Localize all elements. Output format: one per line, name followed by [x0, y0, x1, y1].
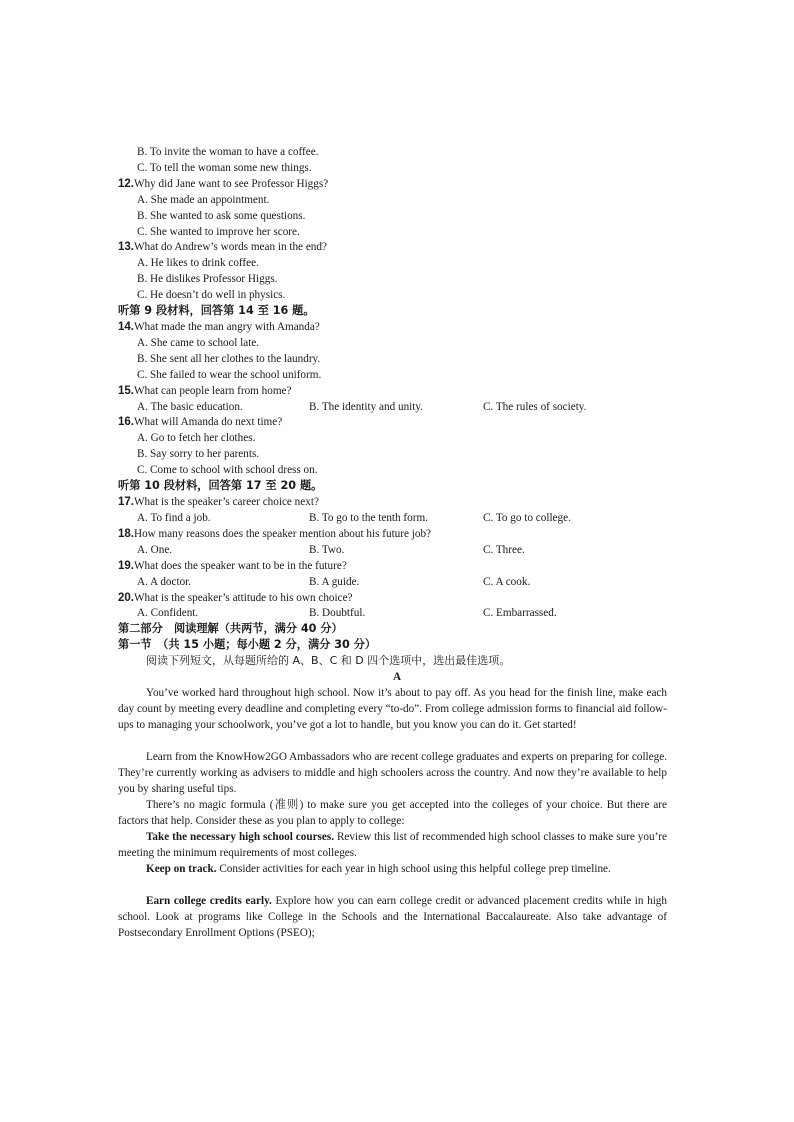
q14-option-c: C. She failed to wear the school uniform.: [137, 369, 322, 381]
q15-option-b: B. The identity and unity.: [309, 401, 424, 413]
section-10-heading: 听第 10 段材料，回答第 17 至 20 题。: [118, 479, 323, 492]
q19-option-a: A. A doctor.: [137, 576, 192, 588]
tip-text: Explore how you can earn college credit or advanced placement credits while in high school. Look at programs like College in the Schools and the International Baccalaureate. Also take advantage of Postsecondary Enrollment Options (PSEO);: [118, 895, 667, 939]
passage-paragraph-1: You’ve worked hard throughout high school. Now it’s about to pay off. As you head for the finish line, make each day count by meeting every deadline and completing every “to-do”. From college admission forms to financial aid follow-ups to managing your schoolwork, you’ve got a lot to handle, but you know you can do it. Get started!: [118, 687, 667, 731]
q13-option-b: B. He dislikes Professor Higgs.: [137, 273, 278, 285]
q12-option-c: C. She wanted to improve her score.: [137, 226, 300, 238]
part-2-heading: 第二部分 阅读理解（共两节，满分 40 分）: [118, 622, 343, 635]
question-number: 14.: [118, 321, 134, 333]
question-14: [118, 319, 320, 335]
passage-label: A: [392, 671, 402, 683]
tip-heading: Keep on track.: [146, 863, 217, 875]
question-16: [118, 414, 282, 430]
passage-paragraph-4: [118, 829, 667, 861]
question-number: 17.: [118, 496, 134, 508]
q20-option-b: B. Doubtful.: [309, 607, 366, 619]
q16-option-c: C. Come to school with school dress on.: [137, 464, 318, 476]
question-13: [118, 239, 327, 255]
tip-text: Consider activities for each year in high school using this helpful college prep timeline.: [216, 863, 611, 875]
q17-option-a: A. To find a job.: [137, 512, 211, 524]
section-1-heading: 第一节 （共 15 小题；每小题 2 分，满分 30 分）: [118, 638, 377, 651]
passage-paragraph-2: Learn from the KnowHow2GO Ambassadors who are recent college graduates and experts on preparing for college. They’re currently working as advisers to middle and high schoolers across the country. And now they’re available to help you by sharing useful tips.: [118, 751, 667, 795]
q12-option-b: B. She wanted to ask some questions.: [137, 210, 306, 222]
question-20: [118, 590, 353, 606]
q17-option-b: B. To go to the tenth form.: [309, 512, 428, 524]
tip-heading: Take the necessary high school courses.: [146, 831, 335, 843]
question-15: [118, 383, 291, 399]
question-17: [118, 494, 319, 510]
question-number: 20.: [118, 592, 134, 604]
passage-paragraph-6: [118, 893, 667, 941]
q16-option-a: A. Go to fetch her clothes.: [137, 432, 256, 444]
question-18: [118, 526, 431, 542]
question-text: Why did Jane want to see Professor Higgs?: [134, 178, 329, 190]
question-number: 13.: [118, 241, 134, 253]
q11-option-b: B. To invite the woman to have a coffee.: [137, 146, 319, 158]
question-text: What is the speaker’s attitude to his own choice?: [134, 592, 353, 604]
question-text: What do Andrew’s words mean in the end?: [134, 241, 327, 253]
question-number: 12.: [118, 178, 134, 190]
q19-option-c: C. A cook.: [483, 576, 531, 588]
question-19: [118, 558, 347, 574]
reading-instruction: 阅读下列短文，从每题所给的 A、B、C 和 D 四个选项中，选出最佳选项。: [146, 654, 511, 667]
question-number: 16.: [118, 416, 134, 428]
q14-option-b: B. She sent all her clothes to the laundry.: [137, 353, 321, 365]
question-text: How many reasons does the speaker mention about his future job?: [134, 528, 432, 540]
q18-option-b: B. Two.: [309, 544, 345, 556]
q15-option-a: A. The basic education.: [137, 401, 243, 413]
q16-option-b: B. Say sorry to her parents.: [137, 448, 260, 460]
question-number: 15.: [118, 385, 134, 397]
question-text: What can people learn from home?: [134, 385, 292, 397]
question-text: What is the speaker’s career choice next?: [134, 496, 319, 508]
q20-option-c: C. Embarrassed.: [483, 607, 557, 619]
q15-option-c: C. The rules of society.: [483, 401, 587, 413]
q17-option-c: C. To go to college.: [483, 512, 571, 524]
tip-heading: Earn college credits early.: [146, 895, 272, 907]
q19-option-b: B. A guide.: [309, 576, 360, 588]
question-12: [118, 176, 328, 192]
question-number: 18.: [118, 528, 134, 540]
passage-paragraph-5: [118, 861, 667, 877]
question-text: What does the speaker want to be in the future?: [134, 560, 347, 572]
q18-option-a: A. One.: [137, 544, 173, 556]
question-number: 19.: [118, 560, 134, 572]
q18-option-c: C. Three.: [483, 544, 525, 556]
q13-option-a: A. He likes to drink coffee.: [137, 257, 259, 269]
question-text: What made the man angry with Amanda?: [134, 321, 320, 333]
question-text: What will Amanda do next time?: [134, 416, 283, 428]
q11-option-c: C. To tell the woman some new things.: [137, 162, 312, 174]
tip-text: Review this list of recommended high school classes to make sure you’re meeting the minimum requirements of most colleges.: [118, 831, 667, 859]
section-9-heading: 听第 9 段材料，回答第 14 至 16 题。: [118, 304, 315, 317]
q12-option-a: A. She made an appointment.: [137, 194, 270, 206]
q20-option-a: A. Confident.: [137, 607, 199, 619]
q13-option-c: C. He doesn’t do well in physics.: [137, 289, 286, 301]
q14-option-a: A. She came to school late.: [137, 337, 260, 349]
passage-paragraph-3: There’s no magic formula (准则) to make sure you get accepted into the colleges of your choice. But there are factors that help. Consider these as you plan to apply to college:: [118, 799, 667, 827]
